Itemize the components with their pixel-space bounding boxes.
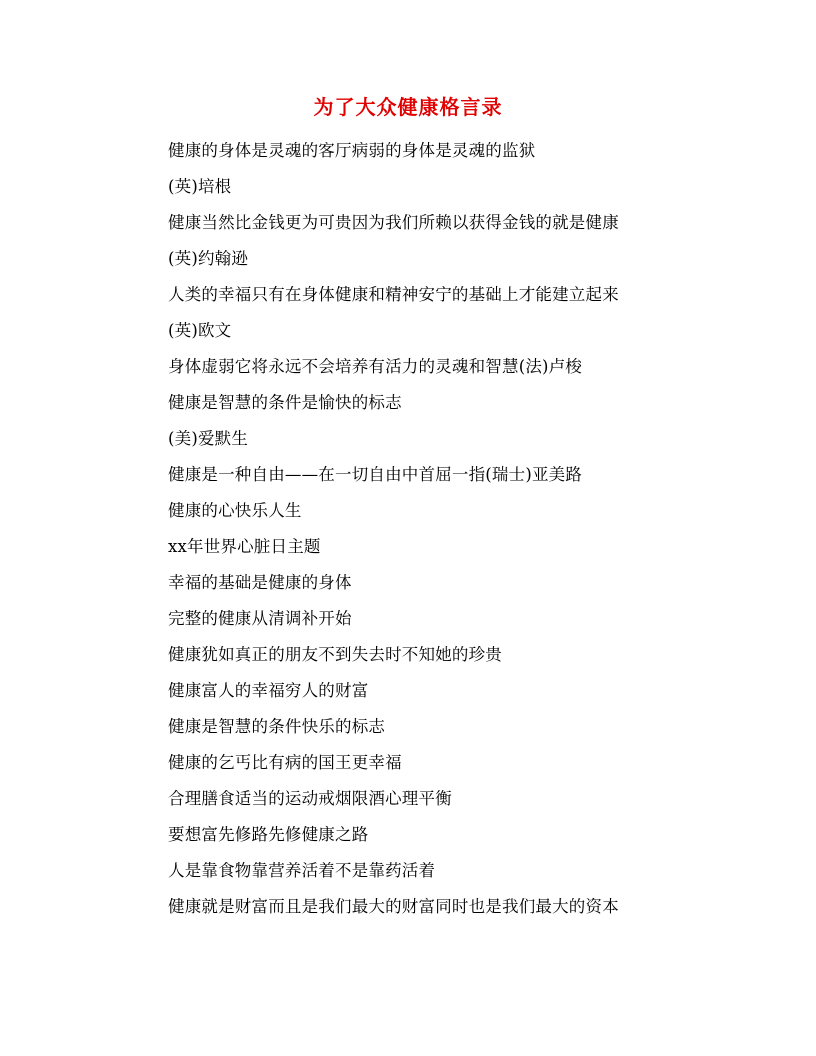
quote-attribution: (英)培根 xyxy=(168,177,232,196)
quote-line: 完整的健康从清调补开始 xyxy=(168,609,352,628)
quote-line: 人类的幸福只有在身体健康和精神安宁的基础上才能建立起来 xyxy=(168,285,619,304)
quote-line: 幸福的基础是健康的身体 xyxy=(168,573,352,592)
quote-line: 合理膳食适当的运动戒烟限酒心理平衡 xyxy=(168,789,452,808)
quote-line: 健康犹如真正的朋友不到失去时不知她的珍贵 xyxy=(168,645,502,664)
quote-line: 要想富先修路先修健康之路 xyxy=(168,825,369,844)
quote-line: 健康就是财富而且是我们最大的财富同时也是我们最大的资本 xyxy=(168,897,619,916)
quote-line: xx年世界心脏日主题 xyxy=(168,537,321,556)
quote-line: 健康富人的幸福穷人的财富 xyxy=(168,681,369,700)
quote-line: 健康是一种自由——在一切自由中首屈一指(瑞士)亚美路 xyxy=(168,465,583,484)
quote-attribution: (英)约翰逊 xyxy=(168,249,249,268)
quote-line: 健康是智慧的条件是愉快的标志 xyxy=(168,393,402,412)
quote-line: 身体虚弱它将永远不会培养有活力的灵魂和智慧(法)卢梭 xyxy=(168,357,583,376)
quote-line: 健康当然比金钱更为可贵因为我们所赖以获得金钱的就是健康 xyxy=(168,213,619,232)
quote-attribution: (美)爱默生 xyxy=(168,429,249,448)
quote-line: 健康的心快乐人生 xyxy=(168,501,302,520)
quote-line: 健康的身体是灵魂的客厅病弱的身体是灵魂的监狱 xyxy=(168,141,536,160)
quote-attribution: (英)欧文 xyxy=(168,321,232,340)
quote-line: 人是靠食物靠营养活着不是靠药活着 xyxy=(168,861,436,880)
quote-list xyxy=(168,136,688,928)
quote-line: 健康是智慧的条件快乐的标志 xyxy=(168,717,386,736)
page-title: 为了大众健康格言录 xyxy=(313,95,503,119)
quote-line: 健康的乞丐比有病的国王更幸福 xyxy=(168,753,402,772)
